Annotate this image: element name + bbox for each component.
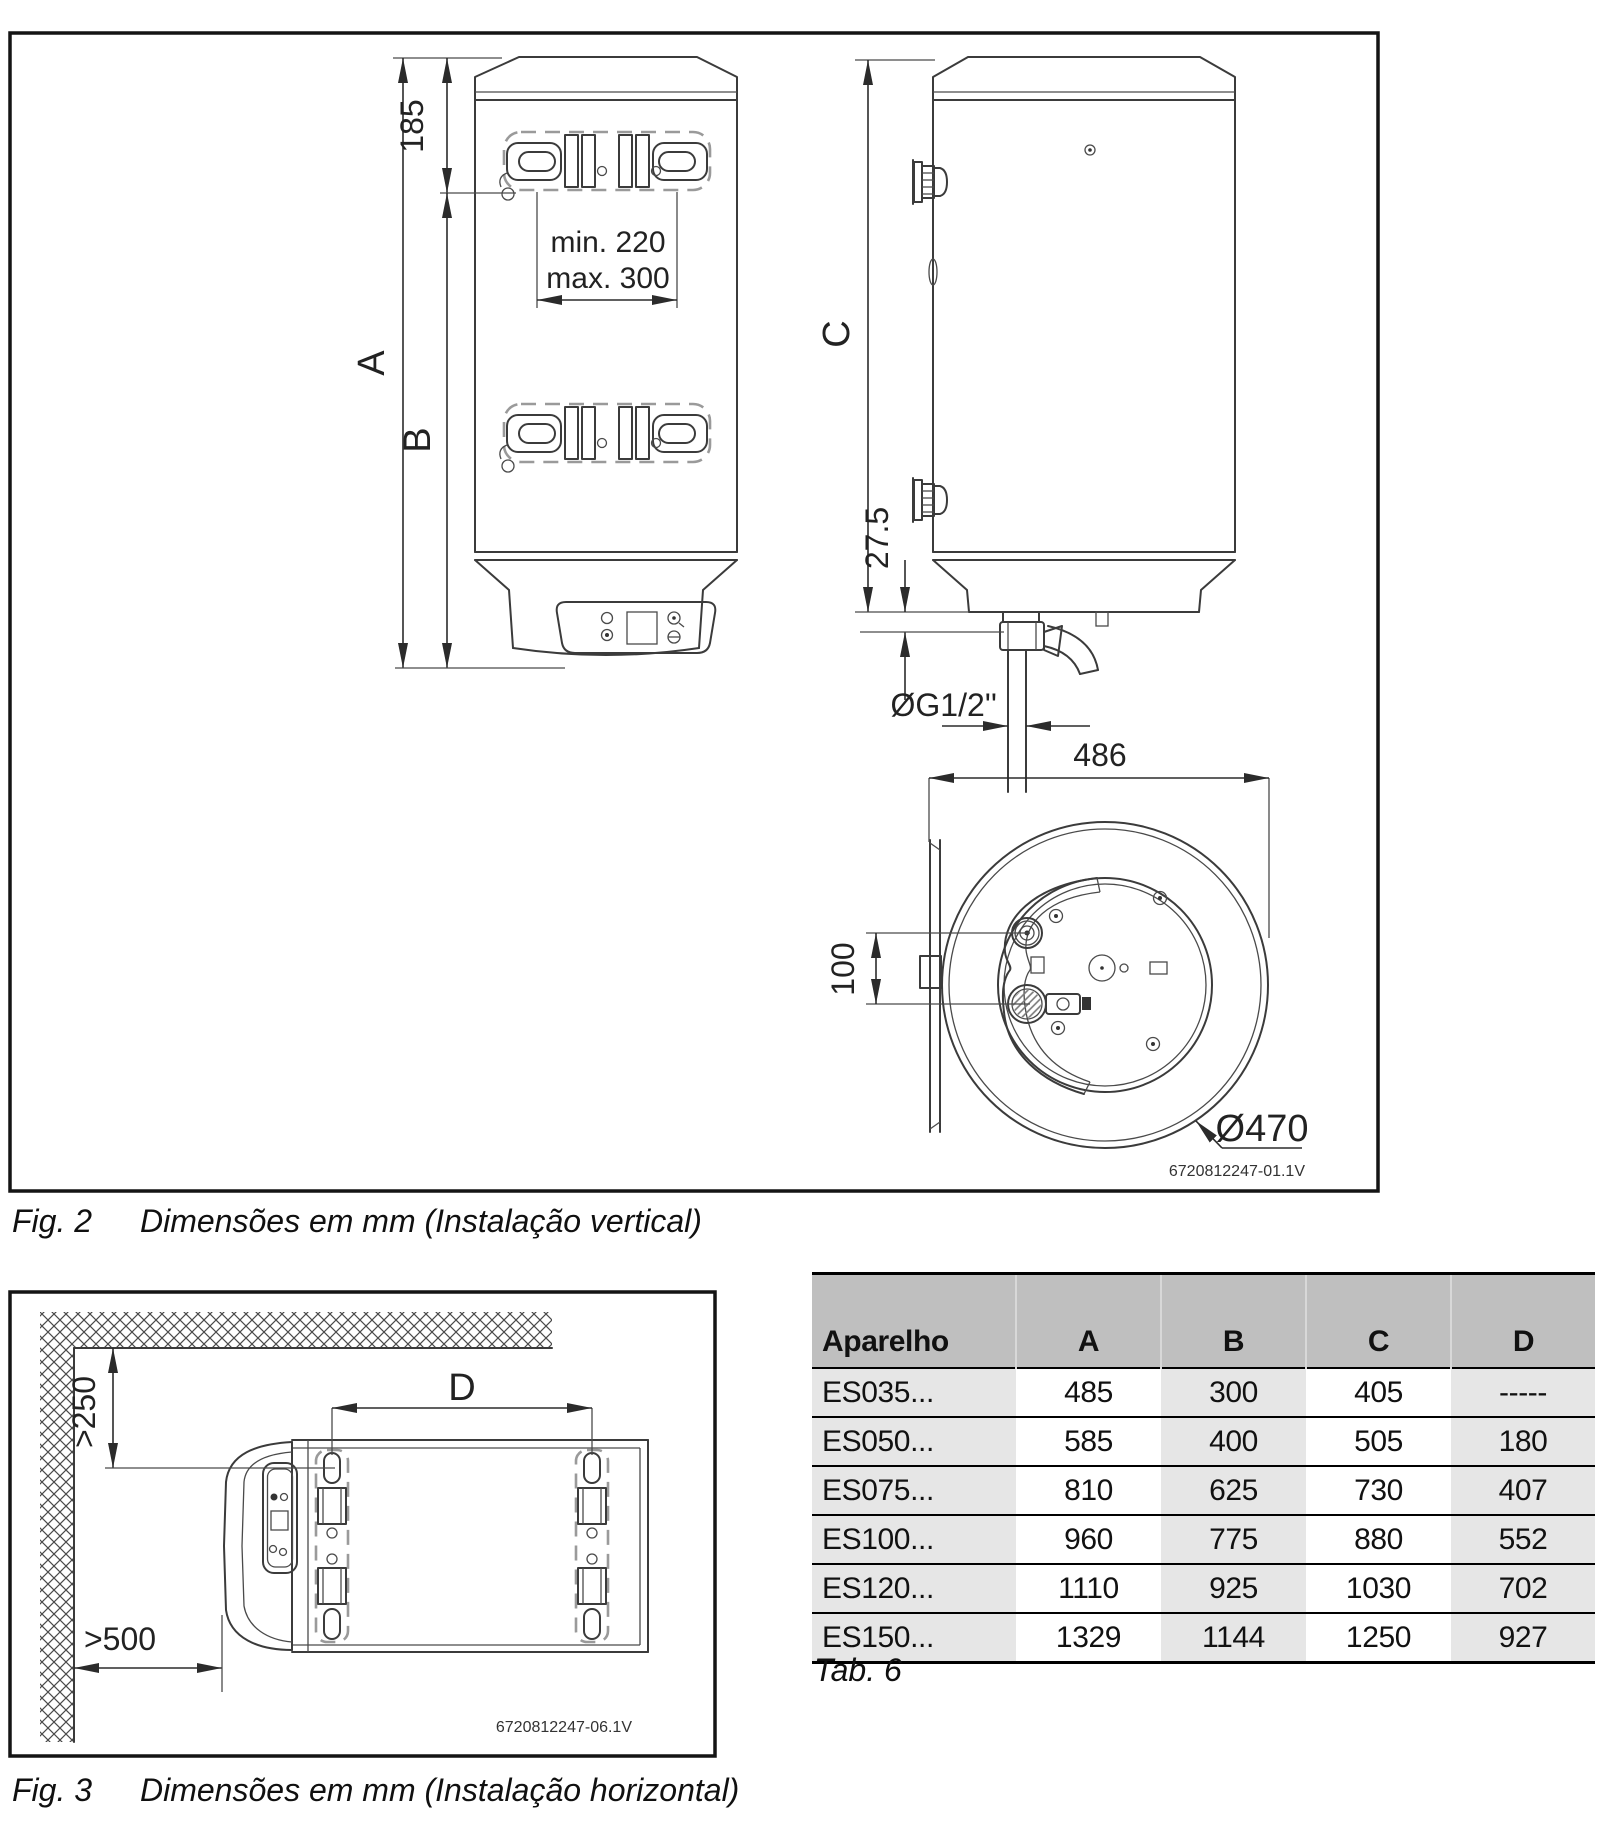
col-header-d: D	[1451, 1274, 1595, 1369]
fig3-caption-label: Fig. 3	[12, 1772, 93, 1808]
fig3-control-panel	[263, 1463, 297, 1573]
col-header-b: B	[1161, 1274, 1306, 1369]
fig2-bottom-dimensions	[825, 737, 1308, 1180]
fig2-control-panel	[557, 602, 716, 653]
fig2-side-lower-clamp	[913, 478, 947, 522]
dim-label-D: D	[448, 1367, 476, 1409]
col-header-a: A	[1016, 1274, 1161, 1369]
cell-d: 552	[1451, 1515, 1595, 1564]
table-row	[812, 1613, 1595, 1663]
dim-label-C: C	[816, 320, 858, 348]
cell-b: 400	[1161, 1417, 1306, 1466]
cell-model: ES075...	[812, 1466, 1016, 1515]
cell-d: 180	[1451, 1417, 1595, 1466]
fig2-caption-text: Dimensões em mm (Instalação vertical)	[140, 1203, 702, 1239]
dim-label-100: 100	[825, 942, 861, 996]
table-caption: Tab. 6	[814, 1652, 902, 1688]
table-row	[812, 1417, 1595, 1466]
dim-label-diameter: Ø470	[1215, 1108, 1309, 1150]
cell-d: 407	[1451, 1466, 1595, 1515]
fig3-frame	[10, 1292, 715, 1756]
fig2-front-dimensions	[351, 58, 677, 668]
fig2-drawing-code: 6720812247-01.1V	[1168, 1163, 1305, 1180]
dim-label-gt500: >500	[83, 1621, 157, 1657]
fig2-flange-plate	[1003, 878, 1100, 1094]
dim-label-486: 486	[1073, 737, 1127, 773]
table-row	[812, 1515, 1595, 1564]
cell-a: 1110	[1016, 1564, 1161, 1613]
dim-label-27-5: 27.5	[859, 506, 895, 570]
table-row	[812, 1368, 1595, 1417]
table-row	[812, 1564, 1595, 1613]
dimensions-table	[812, 1272, 1595, 1664]
cell-b: 1144	[1161, 1613, 1306, 1663]
fig2-caption-label: Fig. 2	[12, 1203, 93, 1239]
cell-a: 960	[1016, 1515, 1161, 1564]
dim-label-gt250: >250	[66, 1375, 102, 1449]
fig2-side-view	[913, 57, 1235, 792]
dim-label-B: B	[397, 427, 439, 453]
cell-d: 702	[1451, 1564, 1595, 1613]
cell-model: ES100...	[812, 1515, 1016, 1564]
dim-label-A: A	[351, 350, 393, 376]
cell-model: ES035...	[812, 1368, 1016, 1417]
cell-a: 485	[1016, 1368, 1161, 1417]
cell-c: 880	[1306, 1515, 1451, 1564]
dim-label-g12: ØG1/2''	[890, 687, 997, 723]
fig2-front-view	[475, 57, 737, 655]
fig3-caption	[12, 1772, 739, 1809]
cell-model: ES120...	[812, 1564, 1016, 1613]
col-header-c: C	[1306, 1274, 1451, 1369]
table-row	[812, 1466, 1595, 1515]
ceiling-hatch	[74, 1312, 552, 1348]
cell-b: 300	[1161, 1368, 1306, 1417]
cell-b: 775	[1161, 1515, 1306, 1564]
dim-label-185: 185	[394, 99, 430, 153]
cell-d: -----	[1451, 1368, 1595, 1417]
cell-c: 1030	[1306, 1564, 1451, 1613]
fig3-bracket-left	[316, 1450, 348, 1642]
table-header-row	[812, 1274, 1595, 1369]
fig2-side-upper-clamp	[913, 160, 947, 204]
fig3-bracket-right	[576, 1450, 608, 1642]
dim-label-max300: max. 300	[546, 262, 670, 295]
cell-a: 1329	[1016, 1613, 1161, 1663]
col-header-aparelho: Aparelho	[812, 1274, 1016, 1369]
fig3-drawing	[40, 1312, 648, 1742]
cell-c: 405	[1306, 1368, 1451, 1417]
fig2-lower-bracket	[500, 404, 710, 472]
cell-d: 927	[1451, 1613, 1595, 1663]
dim-label-min220: min. 220	[550, 226, 666, 259]
fig3-heater-body	[224, 1440, 648, 1652]
fig3-drawing-code: 6720812247-06.1V	[495, 1719, 632, 1736]
cell-c: 1250	[1306, 1613, 1451, 1663]
cell-a: 810	[1016, 1466, 1161, 1515]
fig3-caption-text: Dimensões em mm (Instalação horizontal)	[140, 1772, 740, 1808]
cell-model: ES050...	[812, 1417, 1016, 1466]
cell-c: 730	[1306, 1466, 1451, 1515]
fig2-upper-bracket	[500, 132, 710, 200]
cell-a: 585	[1016, 1417, 1161, 1466]
cell-model: ES150...	[812, 1613, 1016, 1663]
cell-b: 625	[1161, 1466, 1306, 1515]
fig2-bottom-view	[920, 822, 1268, 1148]
cell-b: 925	[1161, 1564, 1306, 1613]
cell-c: 505	[1306, 1417, 1451, 1466]
fig2-caption	[12, 1203, 702, 1240]
